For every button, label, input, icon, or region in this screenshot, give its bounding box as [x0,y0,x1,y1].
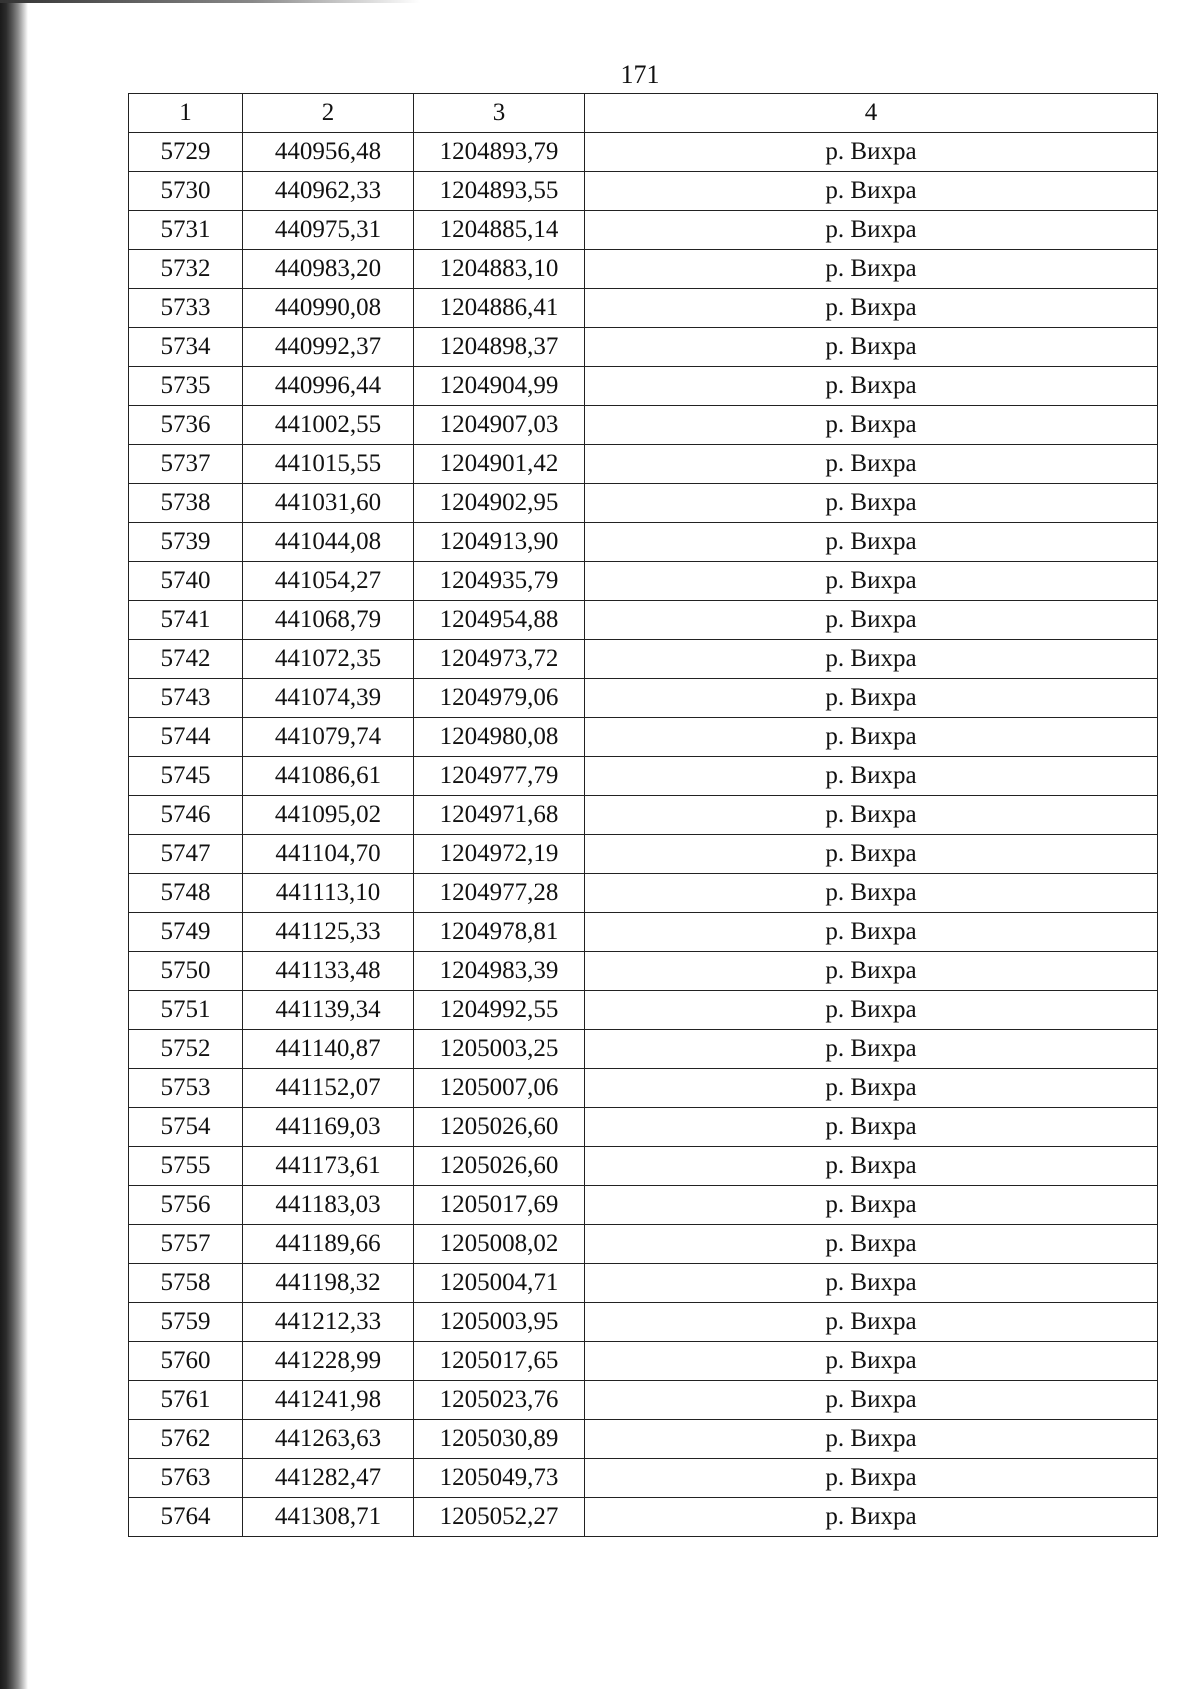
x-coordinate-cell: 441308,71 [243,1498,414,1537]
point-number-cell: 5738 [129,484,243,523]
table-row [129,1147,1158,1186]
table-row [129,1030,1158,1069]
description-cell: р. Вихра [585,874,1158,913]
coordinates-table [128,93,1158,1537]
y-coordinate-cell: 1205052,27 [414,1498,585,1537]
description-cell: р. Вихра [585,445,1158,484]
x-coordinate-cell: 441189,66 [243,1225,414,1264]
y-coordinate-cell: 1204907,03 [414,406,585,445]
description-cell: р. Вихра [585,367,1158,406]
y-coordinate-cell: 1205007,06 [414,1069,585,1108]
x-coordinate-cell: 441263,63 [243,1420,414,1459]
x-coordinate-cell: 441198,32 [243,1264,414,1303]
x-coordinate-cell: 441133,48 [243,952,414,991]
point-number-cell: 5757 [129,1225,243,1264]
description-cell: р. Вихра [585,1342,1158,1381]
table-row [129,1108,1158,1147]
table-row [129,523,1158,562]
table-row [129,1381,1158,1420]
table-row [129,367,1158,406]
y-coordinate-cell: 1204972,19 [414,835,585,874]
y-coordinate-cell: 1204913,90 [414,523,585,562]
x-coordinate-cell: 441125,33 [243,913,414,952]
y-coordinate-cell: 1204992,55 [414,991,585,1030]
x-coordinate-cell: 441241,98 [243,1381,414,1420]
point-number-cell: 5758 [129,1264,243,1303]
description-cell: р. Вихра [585,913,1158,952]
y-coordinate-cell: 1204971,68 [414,796,585,835]
point-number-cell: 5744 [129,718,243,757]
y-coordinate-cell: 1204885,14 [414,211,585,250]
description-cell: р. Вихра [585,1420,1158,1459]
point-number-cell: 5739 [129,523,243,562]
table-row [129,1264,1158,1303]
y-coordinate-cell: 1205030,89 [414,1420,585,1459]
x-coordinate-cell: 440962,33 [243,172,414,211]
y-coordinate-cell: 1205008,02 [414,1225,585,1264]
point-number-cell: 5755 [129,1147,243,1186]
point-number-cell: 5729 [129,133,243,172]
y-coordinate-cell: 1204893,79 [414,133,585,172]
point-number-cell: 5737 [129,445,243,484]
header-cell-1: 1 [129,94,243,133]
y-coordinate-cell: 1204893,55 [414,172,585,211]
coordinates-table-wrapper [128,93,1158,1537]
description-cell: р. Вихра [585,1186,1158,1225]
x-coordinate-cell: 441015,55 [243,445,414,484]
x-coordinate-cell: 440996,44 [243,367,414,406]
table-row [129,562,1158,601]
scan-edge [0,0,28,1689]
x-coordinate-cell: 441113,10 [243,874,414,913]
y-coordinate-cell: 1204935,79 [414,562,585,601]
description-cell: р. Вихра [585,796,1158,835]
x-coordinate-cell: 441169,03 [243,1108,414,1147]
point-number-cell: 5749 [129,913,243,952]
point-number-cell: 5747 [129,835,243,874]
description-cell: р. Вихра [585,211,1158,250]
table-row [129,679,1158,718]
y-coordinate-cell: 1204886,41 [414,289,585,328]
table-row [129,1342,1158,1381]
y-coordinate-cell: 1204898,37 [414,328,585,367]
table-row [129,1225,1158,1264]
y-coordinate-cell: 1204973,72 [414,640,585,679]
table-row [129,289,1158,328]
description-cell: р. Вихра [585,757,1158,796]
y-coordinate-cell: 1204977,79 [414,757,585,796]
point-number-cell: 5763 [129,1459,243,1498]
point-number-cell: 5735 [129,367,243,406]
point-number-cell: 5753 [129,1069,243,1108]
table-row [129,250,1158,289]
header-cell-2: 2 [243,94,414,133]
x-coordinate-cell: 441228,99 [243,1342,414,1381]
table-row [129,718,1158,757]
point-number-cell: 5760 [129,1342,243,1381]
description-cell: р. Вихра [585,562,1158,601]
x-coordinate-cell: 441139,34 [243,991,414,1030]
y-coordinate-cell: 1204883,10 [414,250,585,289]
point-number-cell: 5751 [129,991,243,1030]
x-coordinate-cell: 440992,37 [243,328,414,367]
description-cell: р. Вихра [585,1303,1158,1342]
point-number-cell: 5748 [129,874,243,913]
point-number-cell: 5750 [129,952,243,991]
y-coordinate-cell: 1205049,73 [414,1459,585,1498]
point-number-cell: 5754 [129,1108,243,1147]
table-row [129,1186,1158,1225]
table-row [129,172,1158,211]
header-cell-3: 3 [414,94,585,133]
description-cell: р. Вихра [585,1264,1158,1303]
table-row [129,484,1158,523]
description-cell: р. Вихра [585,640,1158,679]
table-row [129,1498,1158,1537]
point-number-cell: 5759 [129,1303,243,1342]
y-coordinate-cell: 1205026,60 [414,1147,585,1186]
description-cell: р. Вихра [585,835,1158,874]
table-body [129,133,1158,1537]
point-number-cell: 5732 [129,250,243,289]
x-coordinate-cell: 441002,55 [243,406,414,445]
x-coordinate-cell: 441212,33 [243,1303,414,1342]
description-cell: р. Вихра [585,328,1158,367]
point-number-cell: 5731 [129,211,243,250]
x-coordinate-cell: 441173,61 [243,1147,414,1186]
y-coordinate-cell: 1205003,95 [414,1303,585,1342]
page-number: 171 [620,60,660,89]
point-number-cell: 5745 [129,757,243,796]
table-row [129,1069,1158,1108]
x-coordinate-cell: 441079,74 [243,718,414,757]
x-coordinate-cell: 441074,39 [243,679,414,718]
y-coordinate-cell: 1204977,28 [414,874,585,913]
x-coordinate-cell: 440990,08 [243,289,414,328]
x-coordinate-cell: 440975,31 [243,211,414,250]
description-cell: р. Вихра [585,952,1158,991]
y-coordinate-cell: 1204978,81 [414,913,585,952]
table-row [129,328,1158,367]
description-cell: р. Вихра [585,1147,1158,1186]
x-coordinate-cell: 441183,03 [243,1186,414,1225]
point-number-cell: 5734 [129,328,243,367]
description-cell: р. Вихра [585,523,1158,562]
table-row [129,601,1158,640]
scan-top-edge [0,0,420,3]
y-coordinate-cell: 1204983,39 [414,952,585,991]
x-coordinate-cell: 441104,70 [243,835,414,874]
description-cell: р. Вихра [585,1030,1158,1069]
x-coordinate-cell: 441086,61 [243,757,414,796]
description-cell: р. Вихра [585,1225,1158,1264]
table-row [129,835,1158,874]
y-coordinate-cell: 1205026,60 [414,1108,585,1147]
table-row [129,406,1158,445]
x-coordinate-cell: 441152,07 [243,1069,414,1108]
x-coordinate-cell: 440983,20 [243,250,414,289]
table-row [129,133,1158,172]
point-number-cell: 5743 [129,679,243,718]
x-coordinate-cell: 441140,87 [243,1030,414,1069]
x-coordinate-cell: 441031,60 [243,484,414,523]
y-coordinate-cell: 1204954,88 [414,601,585,640]
point-number-cell: 5752 [129,1030,243,1069]
description-cell: р. Вихра [585,172,1158,211]
description-cell: р. Вихра [585,250,1158,289]
point-number-cell: 5740 [129,562,243,601]
point-number-cell: 5762 [129,1420,243,1459]
table-row [129,991,1158,1030]
point-number-cell: 5764 [129,1498,243,1537]
x-coordinate-cell: 441054,27 [243,562,414,601]
y-coordinate-cell: 1205017,69 [414,1186,585,1225]
description-cell: р. Вихра [585,1498,1158,1537]
y-coordinate-cell: 1204980,08 [414,718,585,757]
y-coordinate-cell: 1204979,06 [414,679,585,718]
point-number-cell: 5736 [129,406,243,445]
table-row [129,874,1158,913]
table-row [129,952,1158,991]
description-cell: р. Вихра [585,1381,1158,1420]
description-cell: р. Вихра [585,991,1158,1030]
description-cell: р. Вихра [585,1108,1158,1147]
header-row [129,94,1158,133]
description-cell: р. Вихра [585,484,1158,523]
x-coordinate-cell: 441068,79 [243,601,414,640]
description-cell: р. Вихра [585,289,1158,328]
x-coordinate-cell: 441282,47 [243,1459,414,1498]
table-row [129,445,1158,484]
description-cell: р. Вихра [585,406,1158,445]
y-coordinate-cell: 1205003,25 [414,1030,585,1069]
header-cell-4: 4 [585,94,1158,133]
description-cell: р. Вихра [585,1069,1158,1108]
point-number-cell: 5730 [129,172,243,211]
table-row [129,1303,1158,1342]
y-coordinate-cell: 1205023,76 [414,1381,585,1420]
point-number-cell: 5741 [129,601,243,640]
table-header [129,94,1158,133]
table-row [129,640,1158,679]
point-number-cell: 5746 [129,796,243,835]
table-row [129,211,1158,250]
point-number-cell: 5733 [129,289,243,328]
table-row [129,796,1158,835]
y-coordinate-cell: 1205004,71 [414,1264,585,1303]
x-coordinate-cell: 441072,35 [243,640,414,679]
table-row [129,1459,1158,1498]
point-number-cell: 5761 [129,1381,243,1420]
description-cell: р. Вихра [585,601,1158,640]
x-coordinate-cell: 441044,08 [243,523,414,562]
y-coordinate-cell: 1205017,65 [414,1342,585,1381]
y-coordinate-cell: 1204902,95 [414,484,585,523]
point-number-cell: 5756 [129,1186,243,1225]
description-cell: р. Вихра [585,718,1158,757]
description-cell: р. Вихра [585,679,1158,718]
table-row [129,1420,1158,1459]
x-coordinate-cell: 441095,02 [243,796,414,835]
description-cell: р. Вихра [585,1459,1158,1498]
y-coordinate-cell: 1204904,99 [414,367,585,406]
y-coordinate-cell: 1204901,42 [414,445,585,484]
description-cell: р. Вихра [585,133,1158,172]
table-row [129,913,1158,952]
point-number-cell: 5742 [129,640,243,679]
table-row [129,757,1158,796]
x-coordinate-cell: 440956,48 [243,133,414,172]
